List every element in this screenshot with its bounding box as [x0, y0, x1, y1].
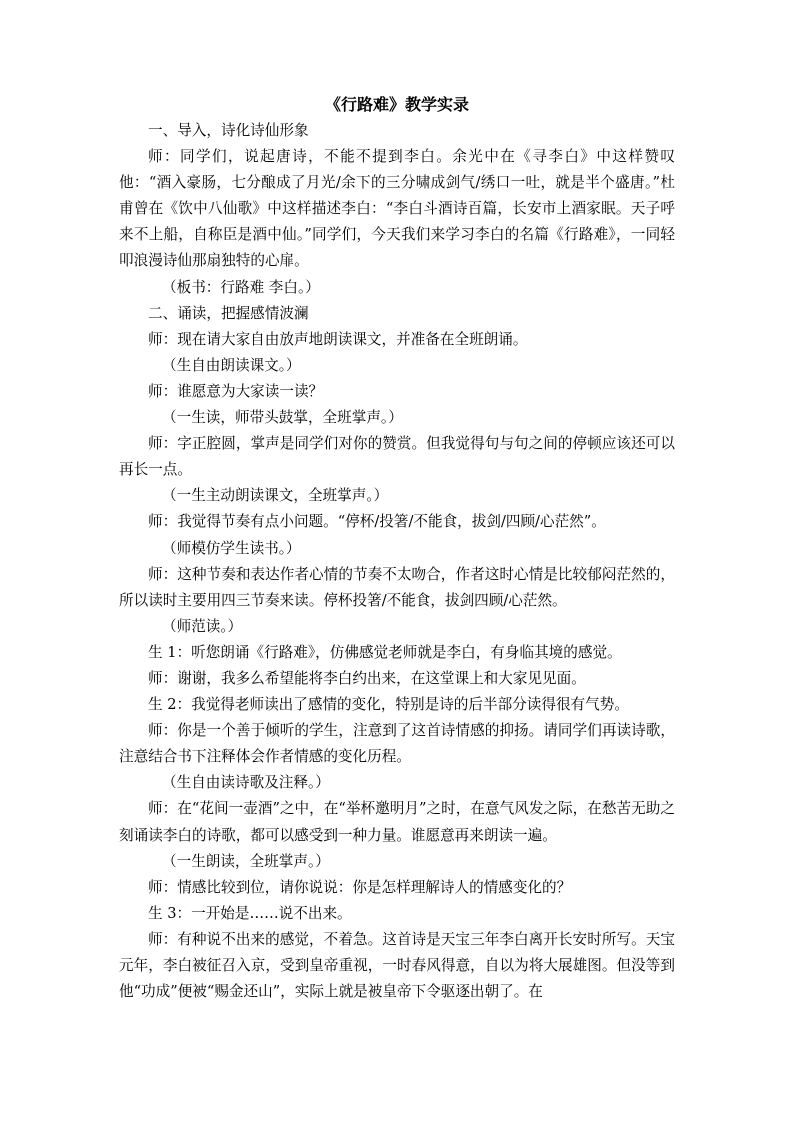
body-paragraph: 师：现在请大家自由放声地朗读课文，并准备在全班朗诵。 — [148, 330, 528, 348]
document-page — [119, 92, 675, 1005]
section-heading: 一、导入，诗化诗仙形象 — [148, 122, 309, 139]
stage-note: （板书：行路难 李白。） — [162, 278, 320, 296]
body-paragraph: 师：谢谢，我多么希望能将李白约出来，在这堂课上和大家见见面。 — [148, 669, 586, 687]
stage-note: （一生主动朗读课文，全班掌声。） — [162, 487, 389, 505]
stage-note: （师范读。） — [162, 617, 243, 635]
body-paragraph: 师：这种节奏和表达作者心情的节奏不太吻合，作者这时心情是比较郁闷茫然的，所以读时主要用四三节奏来读。停杯投箸/不能食，拔剑四顾/心茫然。 — [119, 565, 675, 609]
body-paragraph: 师：在“花间一壶酒”之中，在“举杯邀明月”之时，在意气风发之际，在愁苦无助之刻诵读李白的诗歌，都可以感受到一种力量。谁愿意再来朗读一遍。 — [119, 800, 675, 844]
body-paragraph: 师：你是一个善于倾听的学生，注意到了这首诗情感的抑扬。请同学们再读诗歌，注意结合书下注释体会作者情感的变化历程。 — [119, 722, 675, 766]
body-paragraph: 师：有种说不出来的感觉，不着急。这首诗是天宝三年李白离开长安时所写。天宝元年，李白被征召入京，受到皇帝重视，一时春风得意，自以为将大展雄图。但没等到他“功成”便被“赐金还山”，实际上就是被皇帝下令驱逐出朝了。在 — [119, 930, 675, 1001]
document-title: 《行路难》教学实录 — [324, 95, 469, 114]
stage-note: （一生朗读，全班掌声。） — [162, 852, 330, 870]
body-paragraph: 生 2：我觉得老师读出了感情的变化，特别是诗的后半部分读得很有气势。 — [148, 696, 629, 714]
section-heading: 二、诵读，把握感情波澜 — [148, 304, 309, 322]
stage-note: （生自由读诗歌及注释。） — [162, 774, 330, 792]
stage-note: （师模仿学生读书。） — [162, 539, 301, 557]
body-paragraph: 生 3：一开始是……说不出来。 — [148, 904, 352, 922]
body-paragraph: 生 1：听您朗诵《行路难》，仿佛感觉老师就是李白，有身临其境的感觉。 — [148, 643, 622, 661]
body-paragraph: 师：情感比较到位，请你说说：你是怎样理解诗人的情感变化的？ — [148, 878, 572, 896]
body-paragraph: 师：字正腔圆，掌声是同学们对你的赞赏。但我觉得句与句之间的停顿应该还可以再长一点。 — [119, 435, 675, 479]
document-body — [119, 118, 675, 1005]
stage-note: （生自由朗读课文。） — [162, 356, 301, 374]
body-paragraph: 师：谁愿意为大家读一读？ — [148, 382, 324, 400]
body-paragraph: 师：我觉得节奏有点小问题。“停杯/投箸/不能食，拔剑/四顾/心茫然”。 — [148, 513, 606, 531]
stage-note: （一生读，师带头鼓掌，全班掌声。） — [162, 409, 403, 427]
body-paragraph: 师：同学们，说起唐诗，不能不提到李白。余光中在《寻李白》中这样赞叹他：“酒入豪肠，七分酿成了月光/余下的三分啸成剑气/绣口一吐，就是半个盛唐。”杜甫曾在《饮中八仙歌》中这样描述李白：“李白斗酒诗百篇，长安市上酒家眠。天子呼来不上船，自称臣是酒中仙。”同学们，今天我们来学习李白的名篇《行路难》，一同轻叩浪漫诗仙那扇独特的心扉。 — [119, 148, 675, 270]
